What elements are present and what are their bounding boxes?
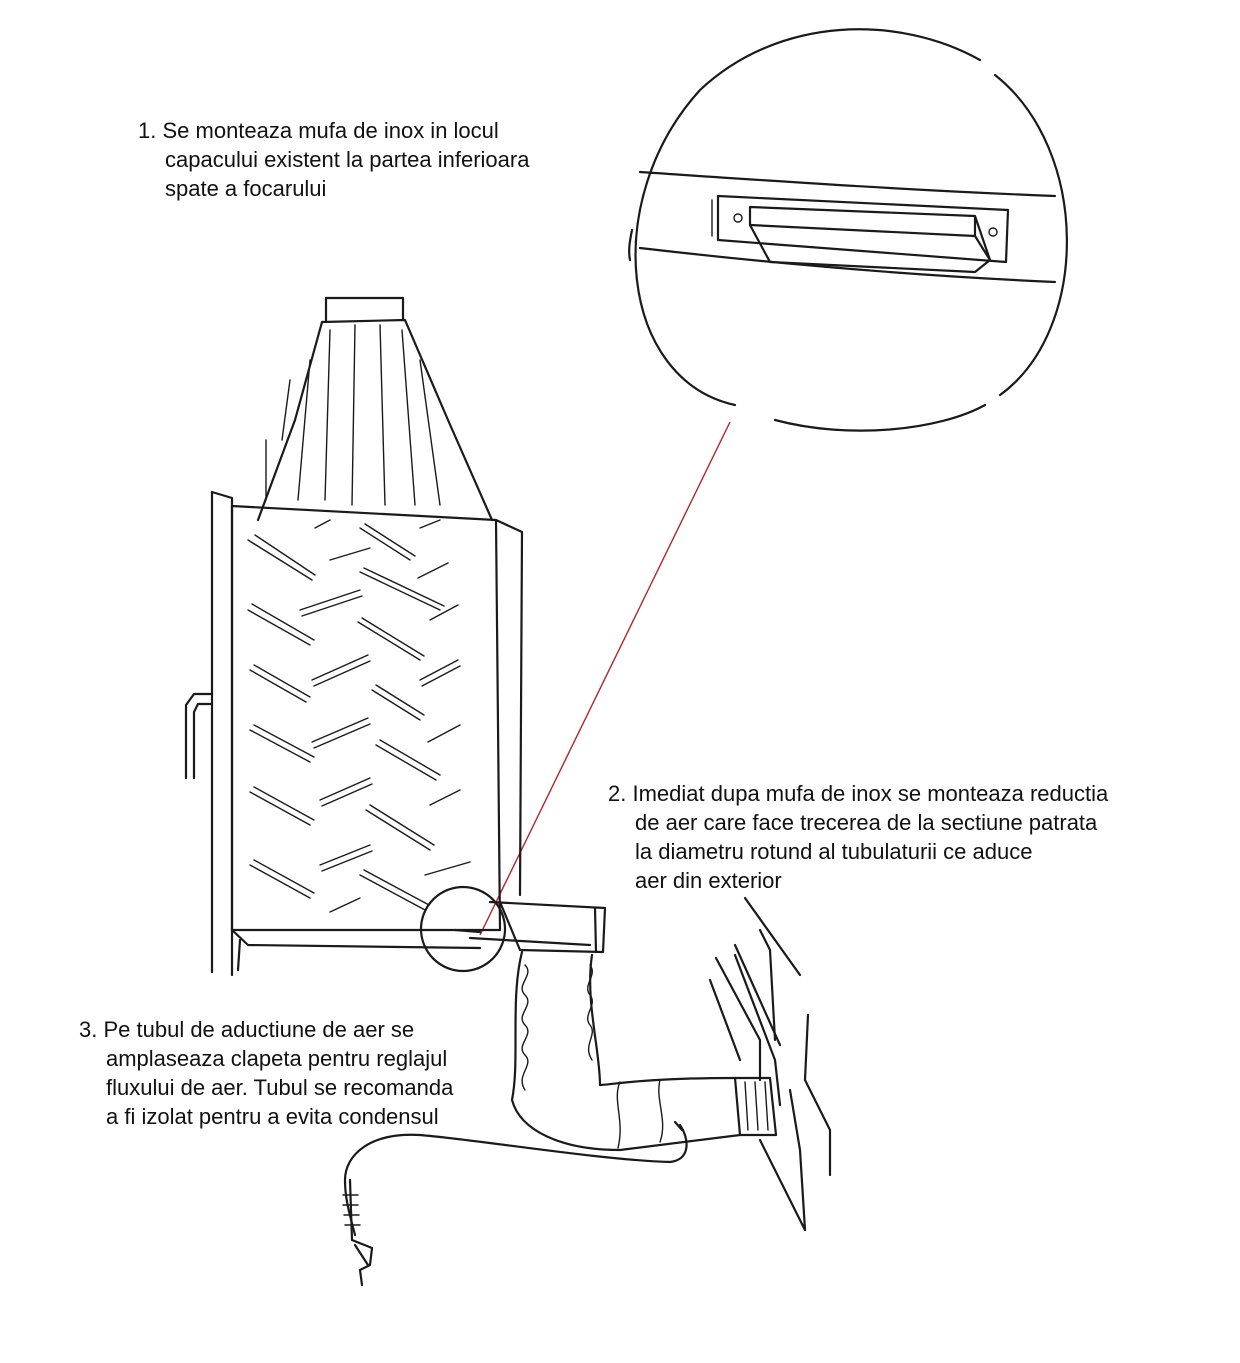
annotation-1-line-3: spate a focarului [165, 176, 327, 201]
chimney-hood [258, 298, 492, 520]
annotation-2-number: 2. [608, 781, 627, 806]
annotation-1-line-1 [138, 116, 529, 145]
magnified-detail-circle [629, 29, 1067, 430]
annotation-3-line-3: fluxului de aer. Tubul se recomanda [106, 1075, 454, 1100]
annotation-3-line-1 [79, 1015, 453, 1044]
annotation-2-line-4: aer din exterior [635, 868, 782, 893]
annotation-2-line-2: de aer care face trecerea de la sectiune patrata [635, 810, 1098, 835]
annotation-3-line-2: amplaseaza clapeta pentru reglajul [106, 1046, 448, 1071]
damper-control-cable [343, 1122, 687, 1285]
annotation-2-line-3: la diametru rotund al tubulaturii ce aduce [635, 839, 1033, 864]
annotation-1-number: 1. [138, 118, 157, 143]
annotation-2-text-1: Imediat dupa mufa de inox se monteaza reductia [632, 781, 1109, 806]
annotation-3-text-1: Pe tubul de aductiune de aer se [103, 1017, 415, 1042]
annotation-2-line-1 [608, 779, 1108, 808]
annotation-2 [608, 779, 1108, 895]
annotation-3-number: 3. [79, 1017, 98, 1042]
air-reduction-adapter [455, 902, 605, 952]
chevron-pattern [248, 520, 470, 912]
annotation-3-line-4: a fi izolat pentru a evita condensul [106, 1104, 439, 1129]
detail-socket-box [750, 207, 990, 272]
fireplace-insert [186, 492, 522, 975]
annotation-1-line-2: capacului existent la partea inferioara [165, 147, 530, 172]
annotation-1-text-1: Se monteaza mufa de inox in locul [162, 118, 499, 143]
wall [710, 898, 830, 1230]
detail-surface-top-line [640, 172, 1055, 196]
side-handle [186, 694, 212, 778]
detail-screw-right [989, 228, 997, 236]
detail-socket-plate [718, 196, 1008, 262]
annotation-3 [79, 1015, 453, 1131]
annotation-1 [138, 116, 529, 203]
detail-screw-left [734, 214, 742, 222]
